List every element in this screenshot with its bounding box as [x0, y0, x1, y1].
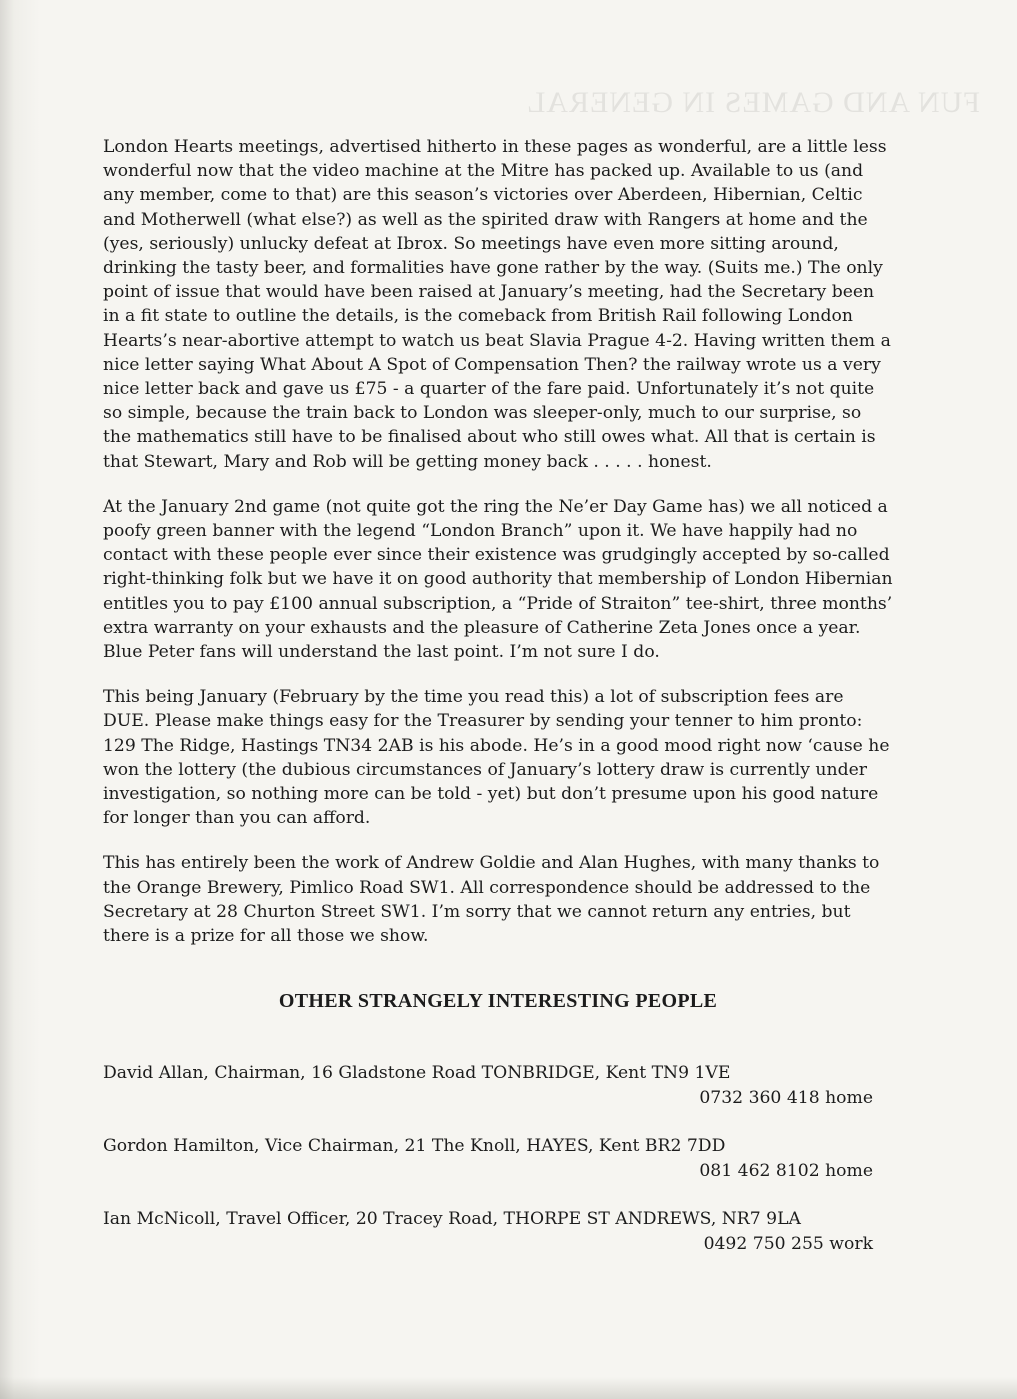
contact-details: Ian McNicoll, Travel Officer, 20 Tracey Road, THORPE ST ANDREWS, NR7 9LA: [103, 1209, 801, 1230]
bleed-through-heading: FUN AND GAMES IN GENERAL: [525, 86, 980, 119]
paragraph-london-hearts-meetings: London Hearts meetings, advertised hitherto in these pages as wonderful, are a little less wonderful now that the video machine at the Mitre has packed up. Available to us (and any member, come to that) are this season’s victories over Aberdeen, Hibernian, Celtic and Motherwell (what else?) as well as the spirited draw with Rangers at home and the (yes, seriously) unlucky defeat at Ibrox. So meetings have even more sitting around, drinking the tasty beer, and formalities have gone rather by the way. (Suits me.) The only point of issue that would have been raised at January’s meeting, had the Secretary been in a fit state to outline the details, is the comeback from British Rail following London Hearts’s near-abortive attempt to watch us beat Slavia Prague 4-2. Having written them a nice letter saying What About A Spot of Compensation Then? the railway wrote us a very nice letter back and gave us £75 - a quarter of the fare paid. Unfortunately it’s not quite so simple, because the train back to London was sleeper-only, much to our surprise, so the mathematics still have to be finalised about who still owes what. All that is certain is that Stewart, Mary and Rob will be getting money back . . . . . honest.: [103, 137, 891, 472]
contact-phone: 0732 360 418 home: [699, 1088, 873, 1109]
contact-details: David Allan, Chairman, 16 Gladstone Road TONBRIDGE, Kent TN9 1VE: [103, 1063, 731, 1084]
contact-phone: 0492 750 255 work: [703, 1234, 873, 1255]
contact-entry: [103, 1134, 873, 1184]
page-bottom-edge: [0, 1377, 1017, 1399]
contact-entry: [103, 1207, 873, 1257]
page-content: [103, 135, 893, 1280]
contact-phone: 081 462 8102 home: [699, 1161, 873, 1182]
paragraph-subscription-fees: This being January (February by the time you read this) a lot of subscription fees are DUE. Please make things easy for the Treasurer by sending your tenner to him pronto: 129 The Ridge, Hastings TN34 2AB is his abode. He’s in a good mood right now ‘cause he won the lottery (the dubious circumstances of January’s lottery draw is currently under investigation, so nothing more can be told - yet) but don’t presume upon his good nature for longer than you can afford.: [103, 687, 890, 829]
paragraph-credits: This has entirely been the work of Andrew Goldie and Alan Hughes, with many thanks to the Orange Brewery, Pimlico Road SW1. All correspondence should be addressed to the Secretary at 28 Churton Street SW1. I’m sorry that we cannot return any entries, but there is a prize for all those we show.: [103, 853, 880, 947]
section-heading-people: OTHER STRANGELY INTERESTING PEOPLE: [278, 990, 718, 1013]
contact-entry: [103, 1061, 873, 1111]
contact-details: Gordon Hamilton, Vice Chairman, 21 The Knoll, HAYES, Kent BR2 7DD: [103, 1136, 726, 1157]
paragraph-london-branch-banner: At the January 2nd game (not quite got the ring the Ne’er Day Game has) we all noticed a poofy green banner with the legend “London Branch” upon it. We have happily had no contact with these people ever since their existence was grudgingly accepted by so-called right-thinking folk but we have it on good authority that membership of London Hibernian entitles you to pay £100 annual subscription, a “Pride of Straiton” tee-shirt, three months’ extra warranty on your exhausts and the pleasure of Catherine Zeta Jones once a year. Blue Peter fans will understand the last point. I’m not sure I do.: [103, 496, 893, 663]
